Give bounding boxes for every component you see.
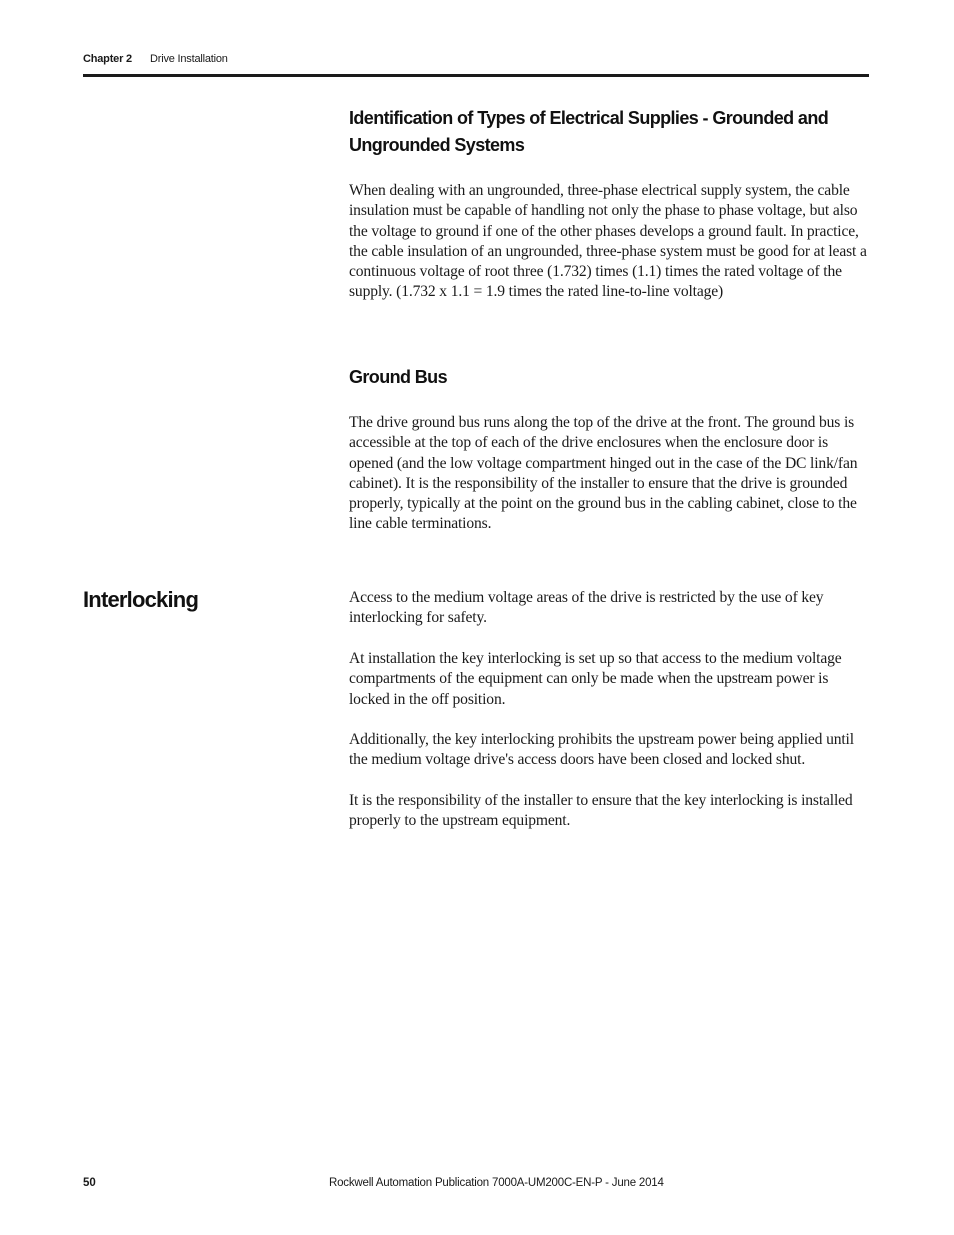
identification-paragraph: When dealing with an ungrounded, three-phase electrical supply system, the cable insulation must be capable of handling not only the phase to phase voltage, but also the voltage to ground if one of the other phases develops a ground fault. In practice, the cable insulation of an ungrounded, three-phase system must be good for at least a continuous voltage of root three (1.732) times (1.1) times the rated voltage of the supply. (1.732 x 1.1 = 1.9 times the rated line-to-line voltage) [349,182,867,301]
chapter-title: Drive Installation [150,53,228,65]
chapter-label: Chapter 2 [83,53,132,65]
section-heading-identification: Identification of Types of Electrical Supplies - Grounded and Ungrounded Systems [349,108,829,155]
interlocking-paragraph: Access to the medium voltage areas of the drive is restricted by the use of key interlocking for safety. [349,589,824,627]
header-rule [83,74,869,77]
running-header [83,53,228,65]
section-heading-ground-bus: Ground Bus [349,367,447,387]
section-heading-interlocking: Interlocking [83,587,199,612]
interlocking-paragraph: Additionally, the key interlocking prohibits the upstream power being applied until the medium voltage drive's access doors have been closed and locked shut. [349,731,854,769]
interlocking-paragraph: At installation the key interlocking is set up so that access to the medium voltage compartments of the equipment can only be made when the upstream power is locked in the off position. [349,650,842,708]
ground-bus-paragraph: The drive ground bus runs along the top of the drive at the front. The ground bus is accessible at the top of each of the drive enclosures when the enclosure door is opened (and the low voltage compartment hinged out in the case of the DC link/fan cabinet). It is the responsibility of the installer to ensure that the drive is grounded properly, typically at the point on the ground bus in the cabling cabinet, close to the line cable terminations. [349,414,858,533]
page-number: 50 [83,1177,96,1189]
publication-info: Rockwell Automation Publication 7000A-UM200C-EN-P - June 2014 [329,1177,664,1189]
interlocking-paragraph: It is the responsibility of the installer to ensure that the key interlocking is installed properly to the upstream equipment. [349,792,853,830]
